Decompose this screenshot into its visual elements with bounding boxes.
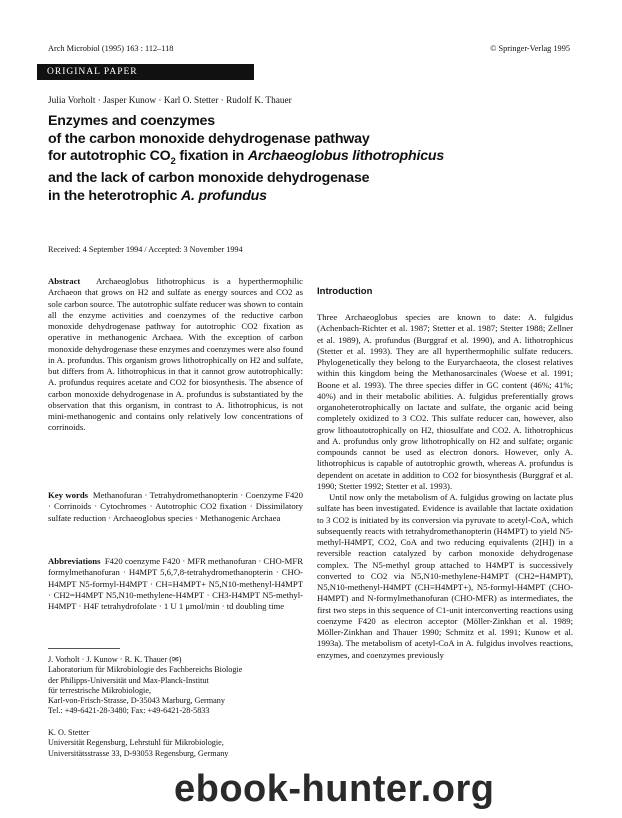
introduction-heading: Introduction: [317, 286, 373, 297]
abbreviations-label: Abbreviations: [48, 556, 101, 566]
publisher-copyright: © Springer-Verlag 1995: [490, 44, 570, 53]
received-dates: Received: 4 September 1994 / Accepted: 3 November 1994: [48, 245, 243, 254]
abstract-text: Archaeoglobus lithotrophicus is a hyperthermophilic Archaeon that grows on H2 and sulfate as energy sources and CO2 as sole carbon source. The autotrophic sulfate reducer was shown to contain all the enzyme activities and coenzymes of the reductive carbon monoxide dehydrogenase pathway for autotrophic CO2 fixation as operative in methanogenic Archaea. With the exception of carbon monoxide dehydrogenase these enzymes and coenzymes were also found in A. profundus. This organism grows lithotrophically on H2 and sulfate, but differs from A. lithotrophicus in that it cannot grow autotrophically: A. profundus requires acetate and CO2 for biosynthesis. The absence of carbon monoxide dehydrogenase in A. profundus is substantiated by the observation that this organism, in contrast to A. lithotrophicus, is not mini-methanogenic and contains only relatively low concentrations of corrinoids.: [48, 276, 303, 433]
keywords-text: Methanofuran · Tetrahydromethanopterin · Coenzyme F420 · Corrinoids · Cytochromes · Autotrophic CO2 fixation · Dissimilatory sulfate reduction · Archaeoglobus species · Methanogenic Archaea: [48, 490, 303, 523]
journal-citation: Arch Microbiol (1995) 163 : 112–118: [48, 44, 174, 53]
title-line-1: Enzymes and coenzymes: [48, 113, 215, 129]
address-block-2: K. O. Stetter Universität Regensburg, Lehrstuhl für Mikrobiologie, Universitätsstrasse 33, D-93053 Regensburg, Germany: [48, 728, 229, 758]
introduction-body: [317, 312, 573, 661]
abbreviations-text: F420 coenzyme F420 · MFR methanofuran · CHO-MFR formylmethanofuran · H4MPT 5,6,7,8-tetrahydromethanopterin · CHO-H4MPT N5-formyl-H4MPT · CH≡H4MPT+ N5,N10-methenyl-H4MPT · CH2=H4MPT N5,N10-methylene-H4MPT · CH3-H4MPT N5-methyl-H4MPT · H4F tetrahydrofolate · 1 U 1 μmol/min · td doubling time: [48, 556, 304, 611]
author-list: Julia Vorholt · Jasper Kunow · Karl O. Stetter · Rudolf K. Thauer: [48, 96, 292, 106]
keywords: [48, 490, 303, 524]
paper-title: [48, 113, 444, 205]
address-block-1: J. Vorholt · J. Kunow · R. K. Thauer (✉) Laboratorium für Mikrobiologie des Fachbereichs Biologie der Philipps-Universität und Max-Planck-Institut für terrestrische Mikrobiologie, Karl-von-Frisch-Strasse, D-35043 Marburg, Germany Tel.: +49-6421-28-3480; Fax: +49-6421-28-5833: [48, 655, 243, 716]
title-line-5: in the heterotrophic A. profundus: [48, 187, 267, 204]
footnote-divider: [48, 648, 120, 649]
abstract: [48, 276, 303, 434]
title-line-2: of the carbon monoxide dehydrogenase pathway: [48, 130, 370, 147]
keywords-label: Key words: [48, 490, 89, 500]
intro-paragraph-2: Until now only the metabolism of A. fulgidus growing on lactate plus sulfate has been investigated. Evidence is available that lactate oxidation to 3 CO2 is initiated by its conversion via pyruvate to acetyl-CoA, which subsequently reacts with tetrahydromethanopterin (H4MPT) to yield N5-methyl-H4MPT, CO2, CoA and two reducing equivalents (2[H]) in a reversible reaction catalyzed by carbon monoxide dehydrogenase complex. The N5-methyl group attached to H4MPT is successively converted to CO2 via N5,N10-methylene-H4MPT (CH2=H4MPT), N5,N10-methenyl-H4MPT (CH≡H4MPT+), N5-formyl-H4MPT (CHO-H4MPT) and N-formylmethanofuran (CHO-MFR) as intermediates, the first two steps in this sequence of C1-unit interconverting reactions using coenzyme F420 as electron acceptor (Möller-Zinkhan et al. 1989; Möller-Zinkhan and Thauer 1990; Schmitz et al. 1991; Kunow et al. 1993a). The metabolism of acetyl-CoA in A. fulgidus involves reactions, enzymes, and coenzymes previously: [317, 492, 573, 660]
intro-paragraph-1: Three Archaeoglobus species are known to date: A. fulgidus (Achenbach-Richter et al. 1987; Stetter et al. 1987; Stetter 1988; Zellner et al. 1989), A. profundus (Burggraf et al. 1990), and A. lithotrophicus (Stetter et al. 1993). They are all hyperthermophilic sulfate reducers. Phylogenetically they belong to the Euryarchaeota, the closest relatives within this kingdom being the Methanosarcinales (Woese et al. 1991; Boone et al. 1993). The three species differ in GC content (46%; 41%; 40%) and in their metabolic abilities. A. fulgidus preferentially grows organoheterotrophically on lactate and sulfate, the organic acid being completely oxidized to 3 CO2. This sulfate reducer can, however, also grow lithoautotrophically on H2, thiosulfate and CO2. A. lithotrophicus and A. profundus only grow lithotrophically on H2 and sulfate; organic compounds cannot be used as electron donors. However, only A. lithotrophicus is capable of autotrophic growth, whereas A. profundus is dependent on acetate in addition to CO2 for biosynthesis (Burggraf et al. 1990; Stetter 1992; Stetter et al. 1993).: [317, 312, 573, 491]
abbreviations: [48, 556, 303, 612]
article-type-badge: ORIGINAL PAPER: [37, 64, 254, 80]
title-line-4: and the lack of carbon monoxide dehydrogenase: [48, 170, 370, 187]
watermark: ebook-hunter.org: [174, 768, 495, 810]
title-line-3: for autotrophic $CO_2$ fixation in Archaeoglobus lithotrophicus: [48, 148, 445, 167]
abstract-label: Abstract: [48, 276, 81, 286]
